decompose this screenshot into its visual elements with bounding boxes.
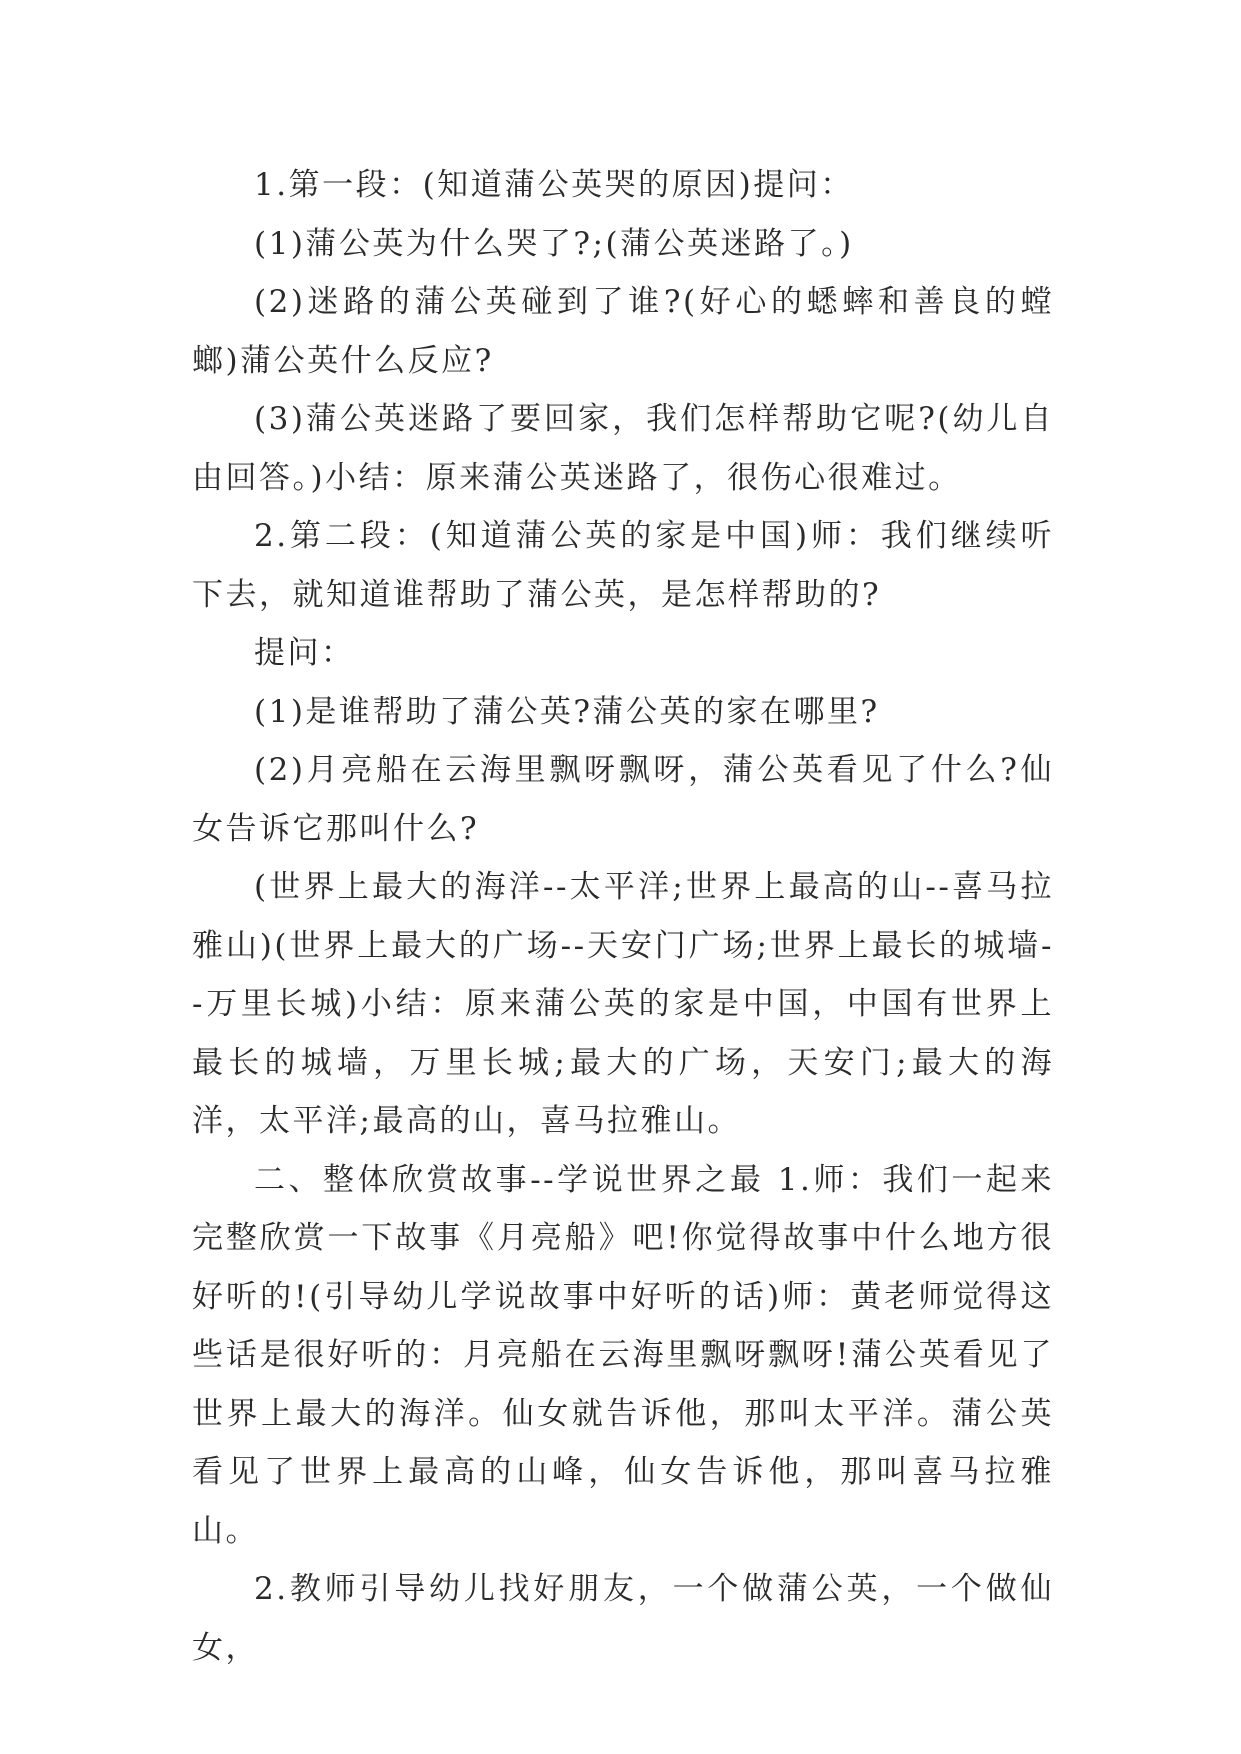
paragraph-8: (2)月亮船在云海里飘呀飘呀，蒲公英看见了什么?仙女告诉它那叫什么? (192, 752, 1054, 847)
paragraph-6: 提问： (254, 635, 355, 671)
paragraph-9: (世界上最大的海洋--太平洋;世界上最高的山--喜马拉雅山)(世界上最大的广场--天安门广场;世界上最长的城墙--万里长城)小结：原来蒲公英的家是中国，中国有世界上最长的城墙，万里长城;最大的广场，天安门;最大的海洋，太平洋;最高的山，喜马拉雅山。 (192, 869, 1054, 1139)
paragraph-2: (1)蒲公英为什么哭了?;(蒲公英迷路了。) (254, 225, 854, 262)
document-body (192, 156, 1054, 1677)
paragraph-4: (3)蒲公英迷路了要回家，我们怎样帮助它呢?(幼儿自由回答。)小结：原来蒲公英迷路了，很伤心很难过。 (192, 401, 1054, 496)
paragraph-10: 二、整体欣赏故事--学说世界之最 1.师：我们一起来完整欣赏一下故事《月亮船》吧!你觉得故事中什么地方很好听的!(引导幼儿学说故事中好听的话)师：黄老师觉得这些话是很好听的：月亮船在云海里飘呀飘呀!蒲公英看见了世界上最大的海洋。仙女就告诉他，那叫太平洋。蒲公英看见了世界上最高的山峰，仙女告诉他，那叫喜马拉雅山。 (192, 1161, 1054, 1549)
paragraph-7: (1)是谁帮助了蒲公英?蒲公英的家在哪里? (254, 693, 880, 730)
paragraph-5: 2.第二段：(知道蒲公英的家是中国)师：我们继续听下去，就知道谁帮助了蒲公英，是怎样帮助的? (192, 518, 1054, 613)
paragraph-3: (2)迷路的蒲公英碰到了谁?(好心的蟋蟀和善良的螳螂)蒲公英什么反应? (192, 284, 1054, 379)
paragraph-11: 2.教师引导幼儿找好朋友，一个做蒲公英，一个做仙女， (192, 1571, 1054, 1666)
paragraph-1: 1.第一段：(知道蒲公英哭的原因)提问： (254, 167, 854, 203)
